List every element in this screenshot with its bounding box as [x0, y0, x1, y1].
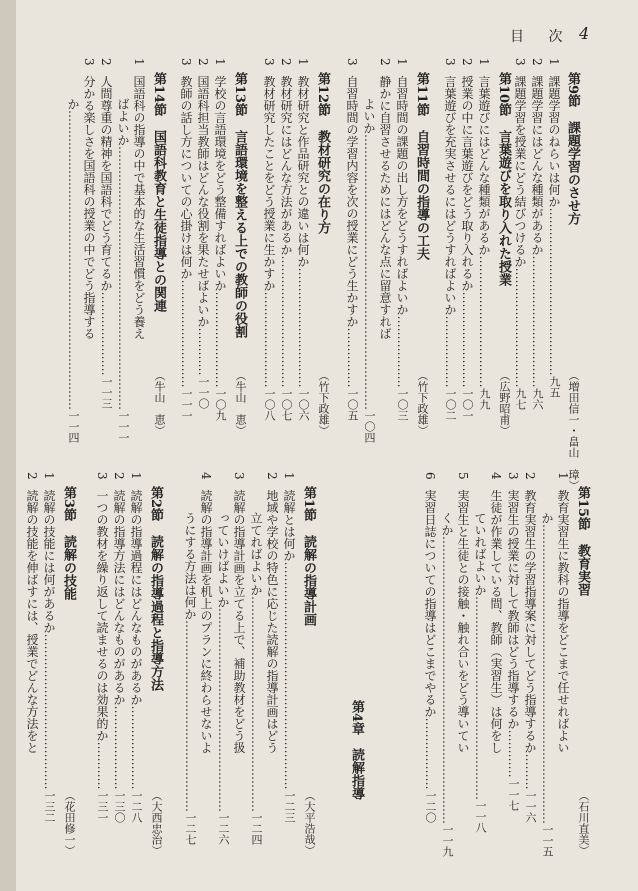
- entry-page-number: 一〇二: [444, 387, 457, 421]
- entry-text: 読解の指導計画を立てる上で、補助教材をどう扱: [232, 489, 246, 754]
- entry-text: っていけばよいか……………………………………………: [216, 512, 230, 812]
- entry-page-number: 一一九: [441, 824, 454, 857]
- entry-text: 自習時間の課題の出し方をどうすればよいか………………: [395, 75, 409, 388]
- section-heading: [565, 72, 580, 491]
- entry-number: 1: [296, 58, 310, 66]
- toc-entry-line: [440, 512, 454, 857]
- entry-number: 4: [489, 472, 503, 480]
- section-number: 第10節: [496, 72, 511, 117]
- entry-number: 2: [99, 58, 113, 66]
- section-title: 課題学習のさせ方: [565, 121, 580, 226]
- section-title: 言語環境を整える上での教師の役割: [232, 130, 247, 339]
- toc-entry-line: [280, 58, 292, 421]
- entry-text: 静かに自習させるためにはどんな点に留意すれば: [378, 75, 392, 340]
- page-edge: [0, 0, 16, 891]
- section-heading: [575, 486, 590, 856]
- entry-page-number: 一〇八: [263, 387, 276, 421]
- toc-entry-line: [129, 472, 143, 823]
- entry-text: 国語科担当教師はどんな役割を果たせばよいか…………: [196, 75, 210, 376]
- section-author: （石川直美）: [577, 790, 590, 856]
- entry-text: 人間尊重の精神を国語科でどう育てるか…………………: [99, 75, 113, 376]
- entry-number: 2: [279, 58, 293, 66]
- toc-entry-line: [112, 472, 126, 823]
- entry-number: 1: [477, 58, 491, 66]
- section-heading: [496, 72, 511, 436]
- entry-text: くか………………………………………………………………: [440, 512, 454, 824]
- section-title: 読解の技能: [61, 535, 76, 601]
- toc-entry-line: [233, 472, 245, 754]
- section-title: 教育実習: [575, 544, 590, 597]
- entry-text: 読解とは何か…………………………………………………: [282, 489, 296, 790]
- toc-entry-line: [478, 58, 490, 410]
- section-number: 第13節: [232, 72, 247, 117]
- section-number: 第15節: [575, 486, 590, 531]
- section-heading: [151, 72, 166, 436]
- section-heading: [232, 72, 247, 436]
- entry-page-number: 一一六: [524, 789, 537, 823]
- section-title: 読解の指導過程と指導方法: [148, 535, 163, 692]
- toc-entry-line: [461, 58, 473, 421]
- entry-text: 実習日誌についての指導はどこまでやるか………………: [423, 489, 437, 790]
- entry-number: 6: [423, 472, 437, 480]
- entry-page-number: 一一八: [474, 800, 487, 833]
- entry-number: 2: [25, 472, 39, 480]
- toc-entry-line: [67, 98, 79, 443]
- entry-text: 分かる楽しさを国語科の授業の中でどう指導する: [82, 75, 96, 340]
- entry-page-number: 一三一: [96, 789, 109, 823]
- entry-page-number: 九九: [478, 387, 491, 410]
- entry-text: 実習生の授業に対して教師はどう指導するか…………: [506, 489, 520, 778]
- toc-entry-line: [282, 472, 296, 823]
- entry-number: 2: [378, 58, 392, 66]
- entry-number: 3: [345, 58, 359, 66]
- section-author: （大西忠治）: [150, 790, 163, 856]
- entry-text: 読解の指導過程にはどんなものがあるか…………………: [129, 489, 143, 790]
- toc-entry-line: [444, 58, 456, 421]
- entry-text: 言葉遊びにはどんな種類があるか……………………………: [477, 75, 491, 388]
- entry-page-number: 一三二: [43, 789, 56, 823]
- entry-number: 3: [443, 58, 457, 66]
- toc-entry-line: [379, 58, 391, 340]
- toc-entry-line: [95, 472, 109, 823]
- toc-entry-line: [346, 58, 358, 421]
- entry-text: か…………………………………………………………………: [66, 98, 80, 410]
- entry-text: 立てればよいか………………………………………………: [249, 512, 263, 812]
- entry-text: 課題学習を授業にどう結びつけるか…………………………: [513, 75, 527, 388]
- entry-number: 3: [95, 472, 109, 480]
- toc-entry-line: [531, 58, 543, 410]
- chapter-heading: [350, 700, 363, 800]
- section-heading: [315, 72, 330, 436]
- entry-text: 授業の中に言葉遊びをどう取り入れるか……………………: [460, 75, 474, 388]
- section-author: （牛山 恵）: [234, 370, 247, 436]
- toc-entry-line: [514, 58, 526, 410]
- toc-entry-line: [266, 472, 278, 754]
- entry-text: 教育実習生に教科の指導をどこまで任せればよい: [556, 489, 570, 754]
- section-title: 教材研究の在り方: [315, 130, 330, 235]
- entry-text: 教師の話し方についての心掛けは何か………………………: [179, 75, 193, 388]
- entry-number: 3: [506, 472, 520, 480]
- toc-entry-line: [117, 98, 129, 443]
- entry-text: 自習時間の学習内容を次の授業にどう生かすか……………: [345, 75, 359, 388]
- toc-entry-line: [457, 472, 469, 754]
- toc-entry-line: [423, 472, 437, 823]
- entry-text: か…………………………………………………………………: [540, 512, 554, 824]
- section-number: 第9節: [565, 72, 580, 108]
- entry-page-number: 一〇三: [396, 387, 409, 421]
- entry-page-number: 一一五: [541, 824, 554, 857]
- toc-entry-line: [557, 472, 569, 754]
- entry-page-number: 九五: [548, 375, 561, 398]
- section-number: 第12節: [315, 72, 330, 117]
- section-author: （竹下政雄）: [317, 370, 330, 436]
- entry-text: 教材研究にはどんな方法があるか……………………………: [279, 75, 293, 388]
- entry-page-number: 一一一: [180, 387, 193, 421]
- entry-text: 生徒が作業している間、教師（実習生）は何をし: [489, 489, 503, 754]
- toc-entry-line: [83, 58, 95, 340]
- toc-entry-line: [507, 472, 519, 810]
- entry-page-number: 一〇四: [363, 410, 376, 443]
- toc-entry-line: [249, 512, 263, 845]
- entry-page-number: 一二六: [217, 812, 230, 845]
- entry-page-number: 一一三: [100, 375, 113, 409]
- entry-page-number: 一〇六: [297, 387, 310, 421]
- toc-entry-line: [42, 472, 56, 823]
- section-author: （広野昭甫）: [498, 370, 511, 436]
- entry-text: 教材研究と作品研究との違いは何か…………………………: [296, 75, 310, 388]
- entry-text: ていればよいか……………………………………………: [473, 512, 487, 800]
- toc-entry-line: [474, 512, 486, 832]
- section-number: 第14節: [151, 72, 166, 117]
- section-author: （花田修一）: [63, 790, 76, 856]
- toc-entry-line: [180, 58, 192, 421]
- chapter-title: 第4章 読解指導: [349, 700, 364, 801]
- entry-text: 地域や学校の特色に応じた読解の指導計画はどう: [265, 489, 279, 754]
- toc-entry-line: [297, 58, 309, 421]
- entry-page-number: 一〇一: [461, 387, 474, 421]
- toc-entry-line: [540, 512, 554, 857]
- header-page-number: 4: [579, 24, 590, 43]
- entry-text: 課題学習にはどんな種類があるか……………………………: [530, 75, 544, 388]
- entry-number: 3: [262, 58, 276, 66]
- toc-entry-line: [133, 58, 145, 340]
- entry-number: 4: [199, 472, 213, 480]
- toc-entry-line: [26, 472, 38, 754]
- entry-page-number: 九七: [514, 387, 527, 410]
- entry-number: 1: [282, 472, 296, 480]
- entry-number: 1: [42, 472, 56, 480]
- section-title: 言葉遊びを取り入れた授業: [496, 130, 511, 287]
- entry-text: うにする方法は何か…………………………………………: [183, 512, 197, 812]
- entry-page-number: 一二〇: [424, 789, 437, 823]
- entry-page-number: 一〇五: [346, 387, 359, 421]
- section-heading: [148, 486, 163, 856]
- entry-page-number: 九六: [531, 387, 544, 410]
- entry-text: 読解の技能には何があるか…………………………………: [42, 489, 56, 790]
- entry-text: よいか……………………………………………………………: [362, 98, 376, 410]
- toc-entry-line: [214, 58, 226, 421]
- entry-text: 実習生と生徒との接触・触れ合いをどう導いてい: [456, 489, 470, 754]
- section-author: （竹下政雄）: [416, 370, 429, 436]
- entry-text: 読解の技能を伸ばすには、授業でどんな方法をと: [25, 489, 39, 754]
- section-number: 第11節: [414, 72, 429, 117]
- entry-text: 課題学習のねらいは何か……………………………………: [547, 75, 561, 376]
- entry-text: ばよいか…………………………………………………………: [116, 98, 130, 410]
- entry-text: 言葉遊びを充実させるにはどうすればよいか………………: [443, 75, 457, 388]
- entry-number: 2: [265, 472, 279, 480]
- section-heading: [414, 72, 429, 436]
- entry-number: 1: [129, 472, 143, 480]
- entry-number: 3: [82, 58, 96, 66]
- entry-number: 5: [456, 472, 470, 480]
- entry-number: 1: [213, 58, 227, 66]
- section-author: （増田信一・畠山 璋）: [567, 370, 580, 491]
- toc-entry-line: [548, 58, 560, 398]
- toc-entry-line: [183, 512, 197, 845]
- entry-page-number: 一一〇: [197, 375, 210, 409]
- section-number: 第1節: [301, 486, 316, 522]
- entry-page-number: 一三〇: [113, 789, 126, 823]
- toc-entry-line: [396, 58, 408, 421]
- toc-entry-line: [490, 472, 502, 754]
- entry-number: 1: [395, 58, 409, 66]
- entry-page-number: 一一七: [507, 777, 520, 811]
- entry-text: 読解の指導方法にはどんなものがあるか…………………: [112, 489, 126, 790]
- entry-text: 学校の言語環境をどう整備すればよいか……………………: [213, 75, 227, 388]
- entry-page-number: 一一四: [67, 410, 80, 443]
- section-author: （大平浩哉）: [303, 790, 316, 856]
- entry-page-number: 一〇七: [280, 387, 293, 421]
- entry-text: 一つの教材を繰り返して読ませるのは効果的か…………: [95, 489, 109, 790]
- toc-entry-line: [216, 512, 230, 845]
- header-title: 目 次: [510, 29, 573, 45]
- entry-number: 2: [530, 58, 544, 66]
- section-number: 第2節: [148, 486, 163, 522]
- entry-text: 教材研究したことをどう授業に生かすか……………………: [262, 75, 276, 388]
- toc-entry-line: [100, 58, 112, 409]
- toc-entry-line: [263, 58, 275, 421]
- entry-page-number: 一〇九: [214, 387, 227, 421]
- entry-number: 1: [547, 58, 561, 66]
- entry-number: 2: [460, 58, 474, 66]
- toc-entry-line: [197, 58, 209, 409]
- section-number: 第3節: [61, 486, 76, 522]
- entry-page-number: 一一一: [117, 410, 130, 443]
- section-author: （牛山 恵）: [153, 370, 166, 436]
- entry-number: 1: [556, 472, 570, 480]
- entry-number: 3: [513, 58, 527, 66]
- entry-number: 2: [112, 472, 126, 480]
- entry-text: 国語科の指導の中で基本的な生活習慣をどう養え: [132, 75, 146, 340]
- section-title: 自習時間の指導の工夫: [414, 130, 429, 261]
- toc-entry-line: [200, 472, 212, 754]
- entry-number: 2: [196, 58, 210, 66]
- entry-number: 2: [523, 472, 537, 480]
- entry-text: 教育実習生の学習指導案に対してどう指導するか………: [523, 489, 537, 790]
- entry-number: 1: [132, 58, 146, 66]
- entry-page-number: 一二四: [250, 812, 263, 845]
- section-title: 国語科教育と生徒指導との関連: [151, 130, 166, 313]
- entry-number: 3: [232, 472, 246, 480]
- entry-page-number: 一二八: [130, 789, 143, 823]
- entry-number: 3: [179, 58, 193, 66]
- entry-text: 読解の指導計画を机上のプランに終わらせないよ: [199, 489, 213, 754]
- section-heading: [301, 486, 316, 856]
- toc-entry-line: [523, 472, 537, 823]
- section-title: 読解の指導計画: [301, 535, 316, 627]
- section-heading: [61, 486, 76, 856]
- toc-entry-line: [363, 98, 375, 443]
- entry-page-number: 一二七: [184, 812, 197, 845]
- entry-page-number: 一二三: [283, 789, 296, 823]
